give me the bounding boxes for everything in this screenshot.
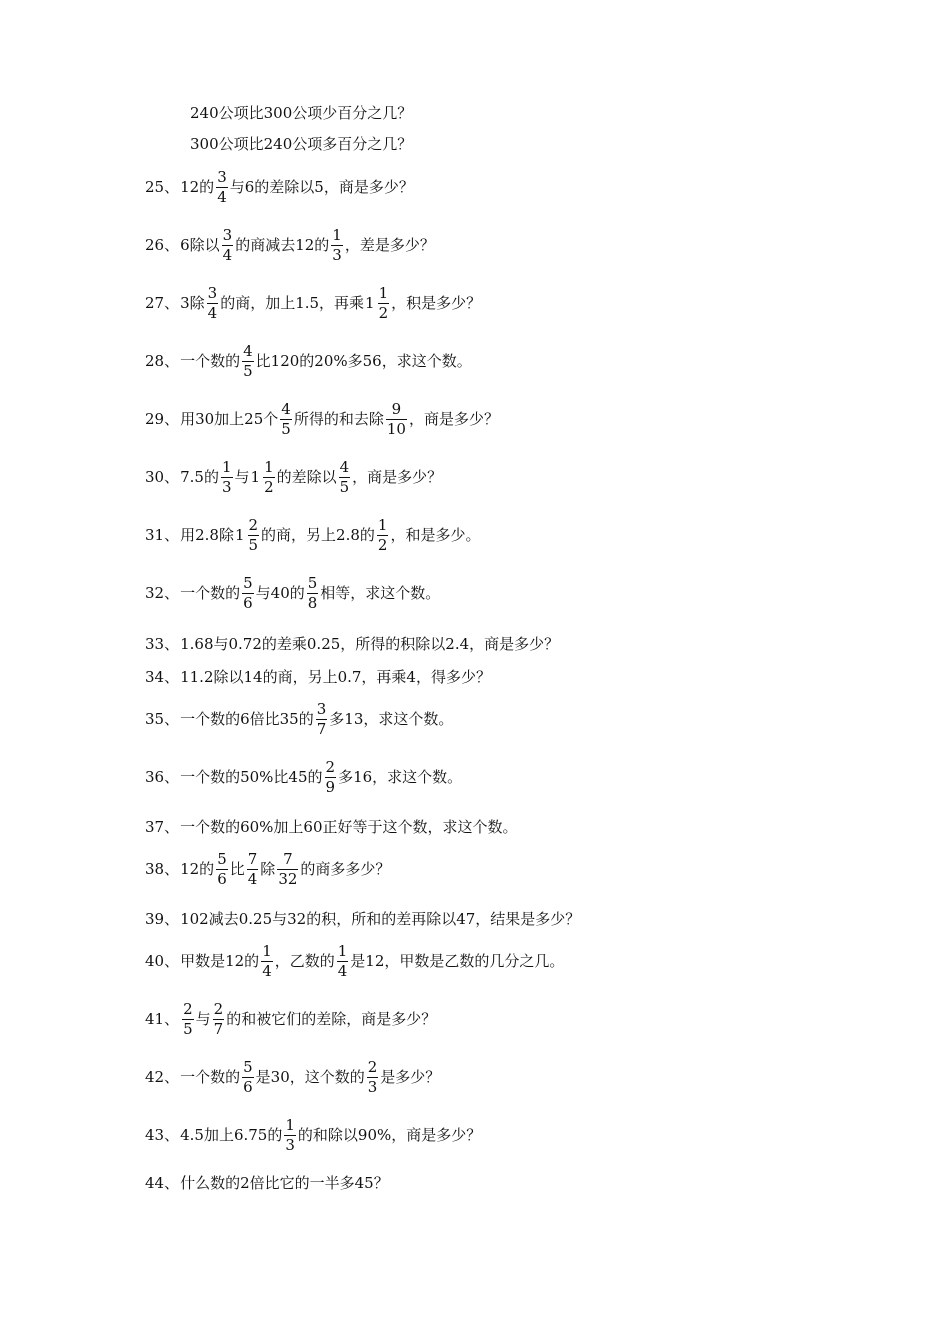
problem-text: ，和是多少。 — [390, 525, 481, 544]
problem-item — [145, 1057, 441, 1096]
problem-item — [145, 631, 559, 657]
problem-text: 一个数的6倍比35的 — [180, 709, 314, 728]
problem-item — [145, 906, 580, 932]
problem-number: 31、 — [145, 525, 180, 544]
problem-text: 1.68与0.72的差乘0.25，所得的积除以2.4，商是多少？ — [180, 634, 560, 653]
problem-text: 相等，求这个数。 — [320, 583, 441, 602]
problem-text: 与40的 — [255, 583, 305, 602]
problem-number: 36、 — [145, 767, 180, 786]
fraction — [386, 399, 407, 438]
fraction — [277, 849, 298, 888]
fraction-denominator: 6 — [243, 1077, 253, 1096]
fraction-numerator: 5 — [217, 849, 227, 868]
problem-text: 6除以 — [180, 235, 220, 254]
fraction — [216, 849, 228, 888]
problem-item — [145, 849, 391, 888]
fraction-denominator: 4 — [222, 245, 233, 264]
fraction — [331, 225, 343, 264]
problem-text: 12的 — [180, 859, 215, 878]
fraction — [221, 457, 233, 496]
fraction-denominator: 2 — [377, 535, 388, 554]
fraction — [261, 941, 273, 980]
problem-number: 40、 — [145, 951, 180, 970]
problem-number: 32、 — [145, 583, 180, 602]
fraction-numerator: 2 — [213, 999, 224, 1018]
fraction-numerator: 1 — [377, 515, 388, 534]
fraction-denominator: 7 — [213, 1019, 224, 1038]
fraction — [378, 283, 390, 322]
fraction — [207, 283, 219, 322]
fraction — [242, 573, 254, 612]
fraction-numerator: 9 — [391, 399, 402, 418]
problem-number: 34、 — [145, 667, 180, 686]
problem-item — [145, 573, 441, 612]
problem-text: 102减去0.25与32的积，所和的差再除以47，结果是多少？ — [180, 909, 581, 928]
problem-number: 38、 — [145, 859, 180, 878]
problem-text: 比 — [229, 859, 245, 878]
problem-text: 与 — [234, 467, 250, 486]
problem-text: 的商多多少？ — [300, 859, 391, 878]
problem-item — [145, 225, 435, 264]
fraction-numerator: 4 — [243, 341, 253, 360]
problem-number: 44、 — [145, 1173, 180, 1192]
problem-number: 26、 — [145, 235, 180, 254]
problem-text: 与 — [195, 1009, 211, 1028]
problem-text: 7.5的 — [180, 467, 219, 486]
fraction — [337, 941, 349, 980]
problem-text: 的商，另上2.8的 — [261, 525, 375, 544]
problem-text: 一个数的 — [180, 1067, 241, 1086]
fraction-numerator: 7 — [283, 849, 293, 868]
fraction-denominator: 5 — [281, 419, 291, 438]
fraction-denominator: 6 — [217, 869, 227, 888]
fraction — [316, 699, 328, 738]
fraction-numerator: 3 — [207, 283, 218, 302]
problem-number: 33、 — [145, 634, 180, 653]
problem-text: 的和除以90%，商是多少？ — [297, 1125, 482, 1144]
fraction-numerator: 4 — [281, 399, 291, 418]
fraction-denominator: 9 — [325, 777, 336, 796]
fraction — [242, 1057, 254, 1096]
fraction-numerator: 1 — [332, 225, 342, 244]
problem-number: 43、 — [145, 1125, 180, 1144]
fraction-denominator: 5 — [183, 1019, 193, 1038]
fraction-numerator: 5 — [243, 1057, 253, 1076]
fraction-denominator: 2 — [378, 303, 389, 322]
fraction-denominator: 4 — [337, 961, 348, 980]
intro-line-2 — [190, 131, 412, 157]
problem-item — [145, 167, 414, 206]
fraction-denominator: 4 — [207, 303, 218, 322]
fraction-numerator: 1 — [378, 283, 389, 302]
fraction-numerator: 7 — [247, 849, 258, 868]
problem-text: 的差除以 — [276, 467, 337, 486]
fraction — [263, 457, 275, 496]
fraction-numerator: 4 — [339, 457, 350, 476]
problem-text: ，商是多少？ — [408, 409, 499, 428]
intro-line-1 — [190, 100, 412, 126]
fraction-numerator: 1 — [262, 941, 272, 960]
fraction — [307, 573, 319, 612]
problem-text: 的商减去12的 — [235, 235, 330, 254]
problem-text: 的商，加上1.5，再乘 — [220, 293, 365, 312]
problem-text: 是12，甲数是乙数的几分之几。 — [350, 951, 565, 970]
fraction-numerator: 1 — [285, 1115, 295, 1134]
problem-text: 比120的20%多56，求这个数。 — [255, 351, 472, 370]
problem-text: ，积是多少？ — [391, 293, 482, 312]
mixed-number — [234, 515, 261, 554]
problem-text: 的和被它们的差除，商是多少？ — [226, 1009, 437, 1028]
problem-text: 一个数的50%比45的 — [180, 767, 323, 786]
problem-text: ，乙数的 — [274, 951, 335, 970]
fraction-numerator: 2 — [367, 1057, 378, 1076]
problem-item — [145, 515, 481, 554]
fraction-denominator: 8 — [307, 593, 318, 612]
fraction — [216, 167, 228, 206]
problem-item — [145, 699, 454, 738]
mixed-number — [250, 457, 277, 496]
fraction-numerator: 5 — [307, 573, 318, 592]
problem-item — [145, 1115, 482, 1154]
problem-item — [145, 457, 443, 496]
problem-text: 是30，这个数的 — [255, 1067, 365, 1086]
problem-item — [145, 283, 482, 322]
fraction — [213, 999, 225, 1038]
problem-text: 3除 — [180, 293, 205, 312]
fraction-denominator: 7 — [316, 719, 327, 738]
intro-text: 240公项比300公项少百分之几？ — [190, 103, 413, 122]
fraction-denominator: 4 — [217, 187, 227, 206]
problem-number: 29、 — [145, 409, 180, 428]
problem-text: 11.2除以14的商，另上0.7，再乘4，得多少？ — [180, 667, 491, 686]
fraction-numerator: 2 — [183, 999, 193, 1018]
problem-text: 是多少？ — [380, 1067, 441, 1086]
problem-number: 39、 — [145, 909, 180, 928]
problem-text: 所得的和去除 — [293, 409, 384, 428]
fraction-denominator: 4 — [247, 869, 258, 888]
mixed-whole: 1 — [365, 293, 375, 312]
problem-text: 多13，求这个数。 — [329, 709, 454, 728]
fraction-numerator: 3 — [217, 167, 227, 186]
fraction — [339, 457, 351, 496]
fraction-numerator: 3 — [222, 225, 233, 244]
problem-number: 41、 — [145, 1009, 180, 1028]
fraction-denominator: 3 — [367, 1077, 378, 1096]
fraction-denominator: 6 — [243, 593, 253, 612]
problem-number: 30、 — [145, 467, 180, 486]
problem-text: 一个数的60%加上60正好等于这个数，求这个数。 — [180, 817, 518, 836]
fraction — [247, 849, 259, 888]
fraction-numerator: 2 — [248, 515, 259, 534]
mixed-whole: 1 — [250, 467, 261, 486]
problem-text: 除 — [260, 859, 276, 878]
fraction — [248, 515, 260, 554]
problem-item — [145, 664, 491, 690]
fraction — [280, 399, 292, 438]
problem-text: 4.5加上6.75的 — [180, 1125, 283, 1144]
problem-item — [145, 757, 463, 796]
problem-item — [145, 941, 565, 980]
fraction — [377, 515, 389, 554]
problem-text: 一个数的 — [180, 351, 241, 370]
fraction-numerator: 5 — [243, 573, 253, 592]
fraction-numerator: 3 — [316, 699, 327, 718]
fraction — [367, 1057, 379, 1096]
problem-text: ，商是多少？ — [352, 467, 443, 486]
fraction-denominator: 32 — [278, 869, 298, 888]
problem-item — [145, 341, 472, 380]
fraction-denominator: 2 — [264, 477, 274, 496]
fraction-denominator: 10 — [386, 419, 406, 438]
mixed-whole: 1 — [234, 525, 245, 544]
fraction — [222, 225, 234, 264]
problem-text: 甲数是12的 — [180, 951, 260, 970]
fraction — [242, 341, 254, 380]
fraction-denominator: 5 — [248, 535, 259, 554]
fraction-numerator: 2 — [325, 757, 336, 776]
fraction-numerator: 1 — [264, 457, 274, 476]
problem-number: 27、 — [145, 293, 180, 312]
problem-text: 用2.8除 — [180, 525, 234, 544]
fraction-numerator: 1 — [337, 941, 348, 960]
fraction-numerator: 1 — [221, 457, 232, 476]
intro-text: 300公项比240公项多百分之几？ — [190, 134, 413, 153]
problem-text: 什么数的2倍比它的一半多45？ — [180, 1173, 389, 1192]
fraction-denominator: 4 — [262, 961, 272, 980]
problem-text: 12的 — [180, 177, 215, 196]
problem-item — [145, 399, 499, 438]
problem-number: 35、 — [145, 709, 180, 728]
mixed-number — [365, 283, 391, 322]
problem-text: ，差是多少？ — [344, 235, 435, 254]
problem-number: 25、 — [145, 177, 180, 196]
fraction-denominator: 5 — [339, 477, 350, 496]
problem-text: 与6的差除以5，商是多少？ — [229, 177, 414, 196]
fraction-denominator: 3 — [285, 1135, 295, 1154]
problem-item — [145, 814, 518, 840]
fraction-denominator: 3 — [221, 477, 232, 496]
fraction — [182, 999, 194, 1038]
problem-number: 28、 — [145, 351, 180, 370]
problem-text: 用30加上25个 — [180, 409, 279, 428]
fraction-denominator: 5 — [243, 361, 253, 380]
fraction — [284, 1115, 296, 1154]
problem-number: 37、 — [145, 817, 180, 836]
problem-item — [145, 1170, 389, 1196]
fraction-denominator: 3 — [332, 245, 342, 264]
problem-item — [145, 999, 437, 1038]
problem-text: 一个数的 — [180, 583, 241, 602]
problem-number: 42、 — [145, 1067, 180, 1086]
problem-text: 多16，求这个数。 — [338, 767, 463, 786]
fraction — [325, 757, 337, 796]
